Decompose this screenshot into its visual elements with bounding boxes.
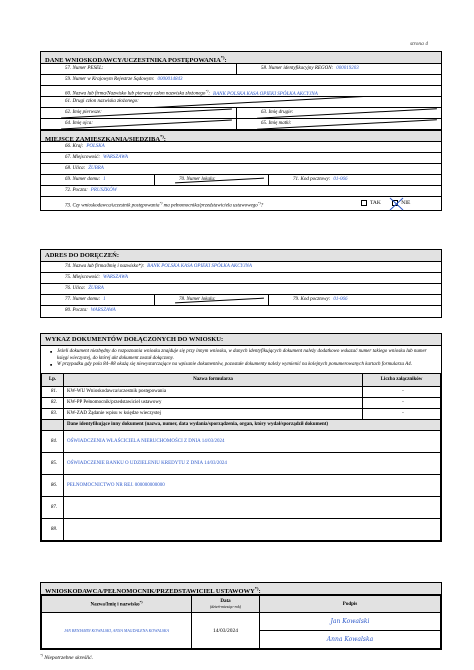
signature-date[interactable]: 14/03/2024 (192, 613, 260, 649)
attachments-note: ■ Jeżeli dokument niezbędny do rozpoznania wniosku znajduje się przy innym wniosku, w danych identyfikujących dokument należy dodatkowo wskazać numer takiego wniosku lub numer księgi wieczystej, do której akt dokument został dołączony. (57, 349, 433, 362)
lp-header: Lp. (42, 373, 64, 386)
city-field[interactable]: 67. Miejscowość: WARSZAWA (65, 155, 128, 160)
table-row: 81. KW-WU Wnioskodawca/uczestnik postępowania - (42, 386, 441, 397)
delivery-street-field[interactable]: 76. Ulica: ŻUBRA (65, 286, 104, 291)
house-number-field[interactable]: 69. Numer domu: 1 (41, 175, 155, 185)
father-name-field[interactable]: 64. Imię ojca: (41, 119, 237, 129)
delivery-apartment-field[interactable]: 78. Numer lokalu: (155, 295, 269, 305)
yes-checkbox[interactable] (361, 200, 367, 206)
form-name-header: Nazwa formularza (64, 373, 363, 386)
country-field[interactable]: 66. Kraj: POLSKA (65, 144, 105, 149)
postal-code-field[interactable]: 71. Kod pocztowy: 01-066 (293, 177, 348, 182)
signature-table (41, 595, 441, 649)
first-name-field[interactable]: 62. Imię pierwsze: (41, 108, 237, 118)
other-docs-header: Dane identyfikujące inny dokument (nazwa, numer, data wydania/sporządzenia, organ, który wydał/sporządził dokument) (64, 419, 441, 430)
attachments-section (40, 333, 442, 542)
attachments-note: ■ W przypadku gdy pola 84–88 okażą się niewystarczające na wpisanie dokumentów, pozostałe dokumenty należy wymienić na kolejnych ponumerowanych kartach formularza A4. (57, 362, 433, 369)
applicant-section (40, 51, 442, 211)
document-field[interactable] (64, 518, 441, 540)
signature-1: Jan Kowalski (260, 613, 441, 631)
krs-field[interactable]: 59. Numer w Krajowym Rejestrze Sądowym: 0000014843 (65, 77, 183, 82)
document-field[interactable]: PEŁNOMOCNICTWO NR REJ. 000000000000 (64, 474, 441, 496)
sign-header: Podpis (260, 596, 441, 613)
table-row: 87. (42, 496, 441, 518)
table-row: 82. KW-PP Pełnomocnik/przedstawiciel ustawowy - (42, 397, 441, 408)
proxy-question: 73. Czy wnioskodawca/uczestnik postępowania*) ma pełnomocnika/przedstawiciela ustawowego*)? (65, 201, 264, 209)
delivery-section (40, 249, 442, 318)
document-field[interactable]: OŚWIADCZENIA WŁAŚCICIELA NIERUCHOMOŚCI Z DNIA 14/03/2024 (64, 430, 441, 452)
no-option[interactable] (392, 200, 410, 206)
count-cell[interactable]: - (363, 408, 441, 419)
delivery-post-office-field[interactable]: 80. Poczta: WARSZAWA (65, 308, 116, 313)
document-field[interactable] (64, 496, 441, 518)
cross-mark-icon (389, 197, 405, 211)
apartment-number-field[interactable]: 70. Numer lokalu: (155, 175, 269, 185)
no-label: NIE (401, 200, 411, 206)
yes-label: TAK (370, 200, 381, 206)
table-row: 84. OŚWIADCZENIA WŁAŚCICIELA NIERUCHOMOŚCI Z DNIA 14/03/2024 (42, 430, 441, 452)
company-name-field[interactable]: 60. Nazwa lub firma/Nazwisko lub pierwszy człon nazwiska złożonego*): BANK POLSKA KASA OPIEKI SPÓŁKA AKCYJNA (65, 89, 318, 96)
count-cell[interactable]: - (363, 397, 441, 408)
table-row: 83. KW-ZAD Żądanie wpisu w księdze wieczystej - (42, 408, 441, 419)
table-row: 88. (42, 518, 441, 540)
table-row: 85. OŚWIADCZENIE BANKU O UDZIELENIU KREDYTU Z DNIA 14/03/2024 (42, 452, 441, 474)
signature-section (40, 582, 442, 650)
signature-2: Anna Kowalska (260, 631, 441, 649)
footnote: *) Niepotrzebne skreślić. (40, 653, 93, 661)
pesel-field[interactable]: 57. Numer PESEL: (41, 64, 237, 74)
attachments-notes (41, 346, 441, 373)
table-row: 86. PEŁNOMOCNICTWO NR REJ. 000000000000 (42, 474, 441, 496)
mother-name-field[interactable]: 65. Imię matki: (237, 119, 441, 129)
applicant-section-title: DANE WNIOSKODAWCY/UCZESTNIKA POSTĘPOWANIA*): (41, 52, 441, 64)
delivery-name-field[interactable]: 74. Nazwa lub firma/Imię i nazwisko*): BANK POLSKA KASA OPIEKI SPÓŁKA AKCYJNA (65, 264, 252, 269)
delivery-section-title: ADRES DO DORĘCZEŃ: (41, 250, 441, 262)
proxy-options (361, 197, 441, 210)
regon-field[interactable]: 58. Numer identyfikacyjny REGON: 000019203 (261, 66, 359, 71)
delivery-postal-field[interactable]: 79. Kod pocztowy: 01-066 (293, 297, 348, 302)
name-header: Nazwa/Imię i nazwisko*) (42, 596, 192, 613)
residence-section-title: MIEJSCE ZAMIESZKANIA/SIEDZIBA*): (41, 130, 441, 142)
signatory-name[interactable]: JAN BENIAMIN KOWALSKI, ANNA MAGDALENA KOWALSKA (42, 613, 192, 649)
second-name-field[interactable]: 63. Imię drugie: (237, 108, 441, 118)
signature-section-title: WNIOSKODAWCA/PEŁNOMOCNIK/PRZEDSTAWICIEL USTAWOWY*): (41, 583, 441, 595)
count-cell[interactable]: - (363, 386, 441, 397)
page-number: strona 4 (410, 41, 428, 47)
post-office-field[interactable]: 72. Poczta: PRUSZKÓW (65, 188, 117, 193)
attachments-section-title: WYKAZ DOKUMENTÓW DOŁĄCZONYCH DO WNIOSKU: (41, 334, 441, 346)
document-field[interactable]: OŚWIADCZENIE BANKU O UDZIELENIU KREDYTU Z DNIA 14/03/2024 (64, 452, 441, 474)
street-field[interactable]: 68. Ulica: ŻUBRA (65, 166, 104, 171)
delivery-house-field[interactable]: 77. Numer domu: 1 (41, 295, 155, 305)
delivery-city-field[interactable]: 75. Miejscowość: WARSZAWA (65, 275, 128, 280)
attachments-table (41, 373, 441, 541)
date-header: Data (dzień-miesiąc-rok) (192, 596, 260, 613)
count-header: Liczba załączników (363, 373, 441, 386)
second-surname-field[interactable]: 61. Drugi człon nazwiska złożonego: (41, 97, 441, 107)
